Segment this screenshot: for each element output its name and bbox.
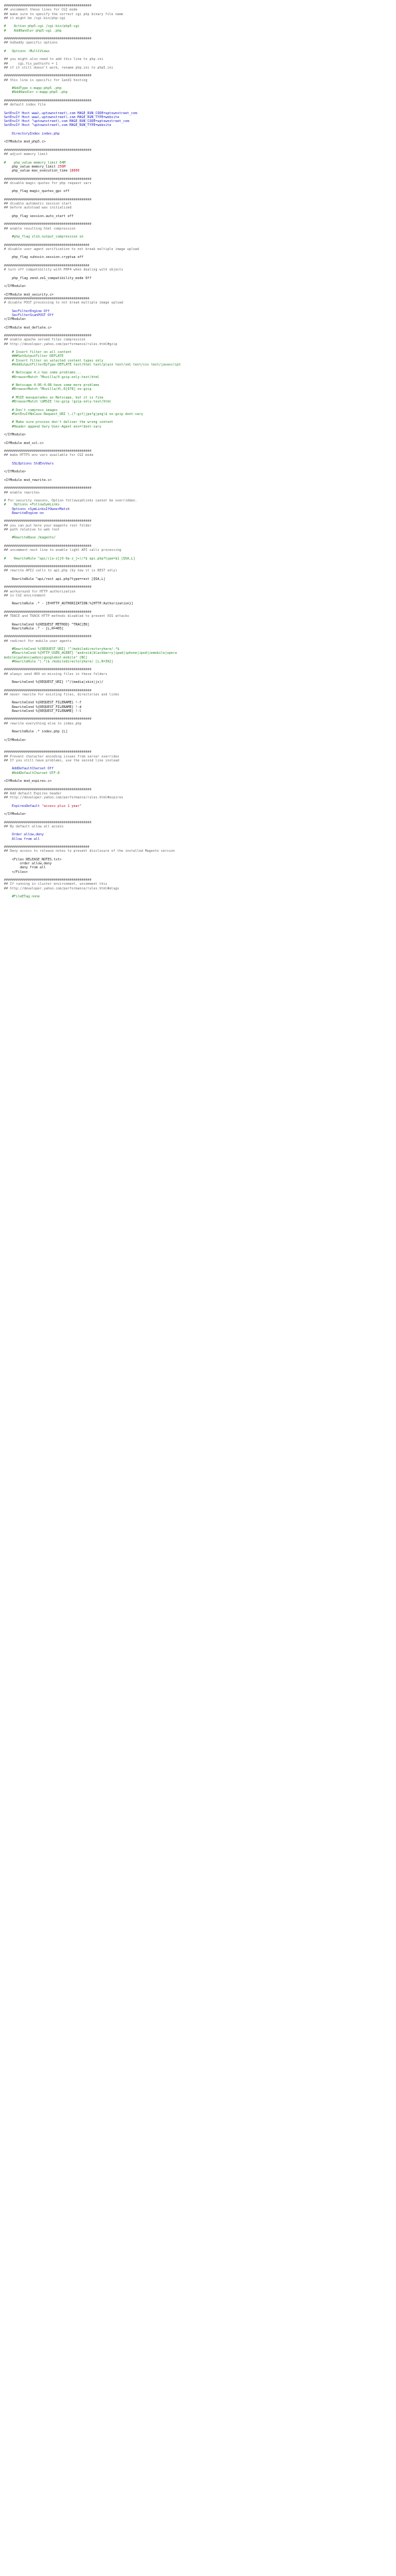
comment-line: ## Deny access to release notes to prevent disclosure of the installed Magento version [4,849,175,854]
config-line: RewriteCond %{REQUEST_METHOD} ^TRAC[EK] [4,622,90,627]
commented-directive-line: #AddDefaultCharset UTF-8 [4,771,60,775]
config-line: order allow,deny [4,862,52,866]
commented-directive-line: # Make sure proxies don't deliver the wrong content [4,420,114,425]
config-value: 18000 [69,169,80,173]
comment-line: ########################################### [4,845,90,849]
comment-line: ## cgi.fix_pathinfo = 1 [4,61,58,66]
comment-line: ## adjust memory limit [4,152,48,156]
commented-directive-line: ###SetOutputFilter DEFLATE [4,354,64,359]
directive-line: SetEnvIf Host www\.uptownstreet\.com MAGE_RUN_TYPE=website [4,115,119,119]
comment-line: ########################################### [4,296,90,301]
comment-line: ############################################ [4,787,92,792]
config-line: RewriteRule .* - [L,R=405] [4,626,64,631]
commented-directive-line: #BrowserMatch \bMSIE !no-gzip !gzip-only-text/html [4,400,112,404]
commented-directive-line: # php_value memory_limit 64M [4,160,66,165]
config-line: RewriteRule .* index.php [L] [4,730,68,734]
directive-line: SecFilterEngine Off [4,309,50,313]
commented-directive-line: #RewriteBase /magento/ [4,536,56,540]
comment-line: ############################################ [4,668,92,672]
comment-line: ## if it still doesn't work, rename php.ini to php5.ini [4,65,114,70]
directive-line: SSLOptions StdEnvVars [4,461,54,466]
comment-line: ############################################ [4,486,92,491]
config-line: RewriteCond %{REQUEST_URI} !^/(media|skin|js)/ [4,680,104,684]
config-line: RewriteRule ^api/rest api.php?type=rest [QSA,L] [4,577,106,581]
commented-directive-line: # Options +FollowSymLinks [4,503,60,507]
config-key: php_value max_execution_time [4,169,70,173]
comment-line: ## GoDaddy specific options [4,41,58,46]
config-line: php_flag session.auto_start off [4,214,74,218]
commented-directive-line: # Options -MultiViews [4,49,50,53]
comment-line: ############################################ [4,610,92,614]
comment-line: ## make sure to specify the correct cgi php binary file name [4,12,123,16]
directive-line: Order allow,deny [4,833,44,837]
comment-line: ## it might be /cgi-bin/php-cgi [4,16,66,20]
comment-line: # disable POST processing to not break multiple image upload [4,301,123,305]
module-tag-line: <IfModule mod_ssl.c> [4,441,44,445]
commented-directive-line: #RewriteRule ^(.*)$ /mobiledirectoryhere/ [L,R=302] [4,659,114,664]
module-tag-line: </IfModule> [4,284,26,288]
comment-line: ############################################ [4,98,92,103]
comment-line: ## By default allow all access [4,824,64,829]
comment-line: ## in CGI environment [4,593,46,598]
commented-directive-line: #RewriteCond %{REQUEST_URI} !^/mobiledirectoryhere/.*$ [4,647,119,651]
directive-line: DirectoryIndex index.php [4,131,60,136]
comment-line: ## enable apache served files compression [4,338,86,342]
comment-line: # disable user agent verification to not break multiple image upload [4,247,139,251]
comment-line: ## Add default Expires header [4,791,62,796]
config-value: "access plus 1 year" [42,804,82,808]
comment-line: ## enable resulting html compression [4,226,76,231]
comment-line: ############################################ [4,519,92,524]
comment-line: ############################################ [4,878,92,882]
comment-line: ############################################ [4,565,92,569]
config-value: 256M [57,164,66,169]
config-line: RewriteCond %{REQUEST_FILENAME} !-f [4,701,82,705]
directive-line: SetEnvIf Host www\.uptownstreet\.com MAGE_RUN_CODE=uptownstreet_com [4,111,137,115]
commented-directive-line: # RewriteRule ^api/([a-z][0-9a-z_]+)/?$ api.php?type=$1 [QSA,L] [4,556,135,561]
config-line: php_flag magic_quotes_gpc off [4,189,70,194]
comment-line: ## you can put here your magento root folder [4,523,92,528]
module-tag-line: <IfModule mod_php5.c> [4,140,46,145]
commented-directive-line: #RewriteCond %{HTTP_USER_AGENT} "android|blackberry|ipad|iphone|ipod|iemobile|opera [4,651,177,656]
comment-line: ## rewrite API2 calls to api.php (by now it is REST only) [4,569,117,573]
module-tag-line: <IfModule mod_security.c> [4,292,54,297]
comment-line: ############################################ [4,717,92,722]
module-tag-line: <IfModule mod_deflate.c> [4,325,52,330]
comment-line: ############################################ [4,74,92,79]
config-key: php_value memory_limit [4,164,58,169]
comment-line: ## http://developer.yahoo.com/performance/rules.html#etags [4,886,119,891]
directive-line: Allow from all [4,837,40,841]
comment-line: ## path relative to web root [4,527,60,532]
commented-directive-line: # AddHandler php5-cgi .php [4,28,62,33]
commented-directive-line: #php_flag zlib.output_compression on [4,235,84,239]
module-tag-line: </IfModule> [4,317,26,321]
comment-line: ############################################ [4,544,92,548]
commented-directive-line: # MSIE masquerades as Netscape, but it is fine [4,395,104,400]
comment-line: ############################################ [4,688,92,693]
commented-directive-line: #FileETag none [4,895,40,899]
comment-line: ############################################ [4,222,92,227]
comment-line: ## uncomment next line to enable light API calls processing [4,548,121,552]
comment-line: ############################################ [4,820,92,825]
directive-line: AddDefaultCharset Off [4,767,54,771]
comment-line: # turn off compatibility with PHP4 when dealing with objects [4,268,123,272]
comment-line: ## Prevent character encoding issues from server overrides [4,754,119,759]
comment-line: ############################################ [4,197,92,202]
comment-line: ## disable magic quotes for php request vars [4,181,92,185]
module-tag-line: </Files> [4,870,28,874]
comment-line: ############################################ [4,449,92,453]
directive-line: RewriteEngine on [4,511,44,515]
commented-directive-line: #Header append Vary User-Agent env=!dont-vary [4,424,102,429]
comment-line: ## If you still have problems, use the second line instead [4,758,119,763]
config-line: deny from all [4,866,46,870]
module-tag-line: <IfModule mod_rewrite.c> [4,478,52,482]
comment-line: ## never rewrite for existing files, directories and links [4,692,119,697]
comment-line: ## http://developer.yahoo.com/performance/rules.html#expires [4,796,123,800]
comment-line: ## redirect for mobile user agents [4,639,72,643]
config-line: php_flag suhosin.session.cryptua off [4,255,84,260]
comment-line: ########################################### [4,243,90,247]
comment-line: ############################################ [4,750,92,755]
comment-line: ## make HTTPS env vars available for CGI mode [4,453,94,458]
module-tag-line: <IfModule mod_expires.c> [4,779,52,783]
comment-line: ############################################ [4,37,92,41]
comment-line: ############################################ [4,177,92,181]
comment-line: ############################################ [4,334,92,338]
module-tag-line: <Files RELEASE_NOTES.txt> [4,857,62,862]
commented-directive-line: #BrowserMatch ^Mozilla/4\.0[678] no-gzip [4,387,92,392]
config-line: RewriteCond %{REQUEST_FILENAME} !-d [4,705,82,709]
directive-line: Options +SymLinksIfOwnerMatch [4,507,70,511]
commented-directive-line: #SetEnvIfNoCase Request_URI \.(?:gif|jpe?g|png)$ no-gzip dont-vary [4,412,143,416]
comment-line: ## uncomment these lines for CGI mode [4,8,78,13]
directive-line: SetEnvIf Host ^uptownstreet\.com MAGE_RUN_TYPE=website [4,123,112,128]
module-tag-line: </IfModule> [4,812,26,816]
code-view [0,0,392,899]
commented-directive-line: #AddType x-mapp-php5 .php [4,86,62,90]
comment-line: ## before autoload was initialized [4,206,72,210]
comment-line: ## enable rewrites [4,490,40,495]
comment-line: ## always send 404 on missing files in these folders [4,672,108,676]
comment-line: ## http://developer.yahoo.com/performance/rules.html#gzip [4,342,117,346]
commented-directive-line: #BrowserMatch ^Mozilla/4 gzip-only-text/html [4,375,100,379]
commented-directive-line: mobile|palmos|webos|googlebot-mobile" [NC] [4,655,88,660]
module-tag-line: </IfModule> [4,433,26,437]
commented-directive-line: # Netscape 4.06-4.08 have some more problems [4,383,100,387]
commented-directive-line: # Don't compress images [4,408,58,412]
module-tag-line: </IfModule> [4,470,26,474]
comment-line: ## workaround for HTTP authorization [4,589,76,594]
comment-line: ## disable automatic session start [4,202,72,206]
comment-line: ## TRACE and TRACK HTTP methods disabled to prevent XSS attacks [4,614,129,618]
directive-line: SetEnvIf Host ^uptownstreet\.com MAGE_RUN_CODE=uptownstreet_com [4,119,129,123]
config-line: RewriteCond %{REQUEST_FILENAME} !-l [4,709,82,713]
comment-line: ############################################ [4,148,92,152]
comment-line: ## you might also need to add this line to php.ini [4,57,104,62]
directive-line: SecFilterScanPOST Off [4,313,54,317]
comment-line: # For security reasons, Option followsymlinks cannot be overridden. [4,499,137,503]
config-line: RewriteRule .* - [E=HTTP_AUTHORIZATION:%{HTTP:Authorization}] [4,602,133,606]
commented-directive-line: #AddHandler x-mapp-php5 .php [4,90,68,95]
comment-line: ## rewrite everything else to index.php [4,721,82,726]
comment-line: ############################################ [4,4,92,8]
commented-directive-line: #AddOutputFilterByType DEFLATE text/html text/plain text/xml text/css text/javascript [4,362,181,367]
comment-line: ## this line is specific for 1and1 hosting [4,78,88,82]
comment-line: ## If running in cluster environment, uncomment this [4,882,108,887]
commented-directive-line: # Action php5-cgi /cgi-bin/php5-cgi [4,24,80,29]
commented-directive-line: # Netscape 4.x has some problems... [4,371,82,375]
comment-line: ############################################ [4,585,92,590]
commented-directive-line: # Insert filter on selected content types only [4,358,104,363]
comment-line: ############################################ [4,635,92,639]
comment-line: ########################################### [4,263,90,268]
comment-line: ## default index file [4,103,46,107]
commented-directive-line: # Insert filter on all content [4,350,72,354]
config-key: ExpiresDefault [4,804,42,808]
module-tag-line: </IfModule> [4,738,26,742]
config-line: php_flag zend.ze1_compatibility_mode Off [4,276,92,280]
